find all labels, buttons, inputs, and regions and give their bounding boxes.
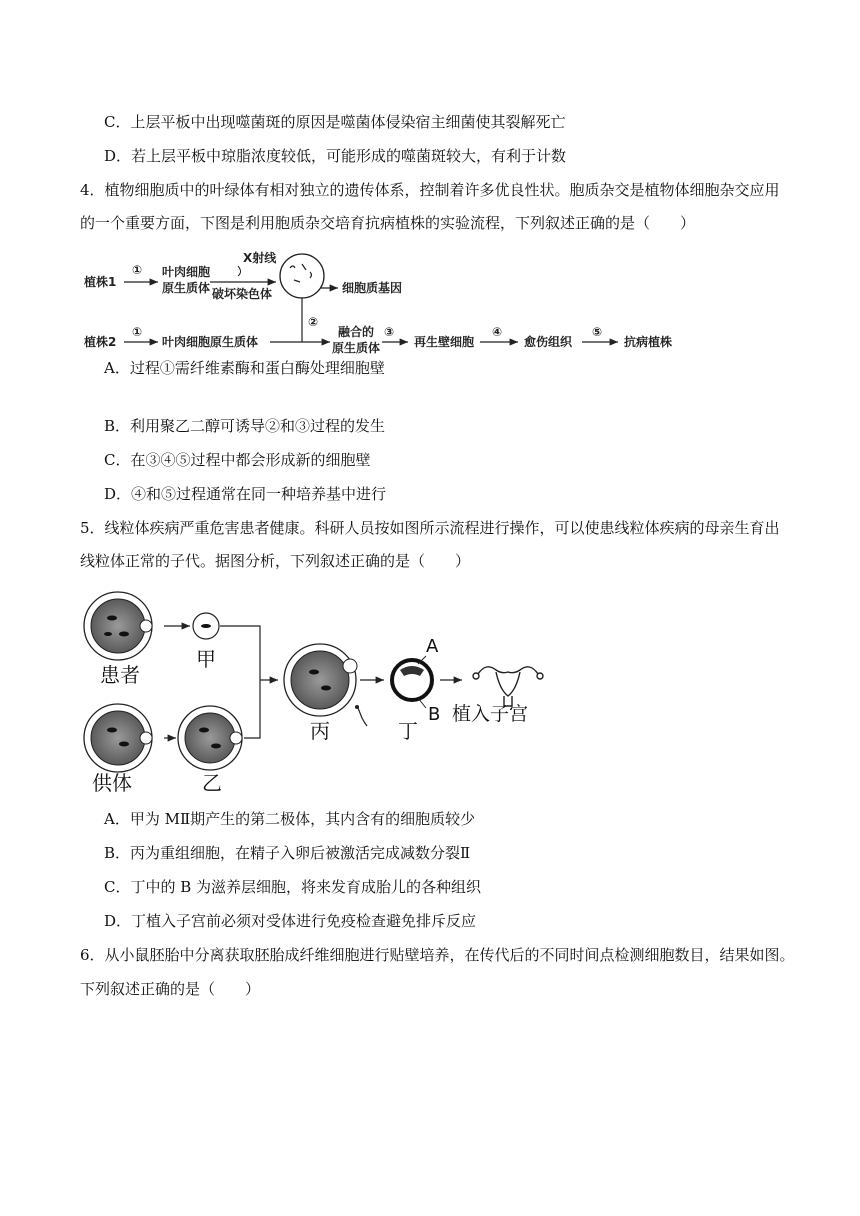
q5-stem-line2: 线粒体正常的子代。据图分析，下列叙述正确的是（ ） [80,552,471,570]
q4-stem-line1: 4．植物细胞质中的叶绿体有相对独立的遗传体系，控制着许多优良性状。胞质杂交是植物体细胞杂交应用 [80,181,780,199]
jia-label: 甲 [196,647,216,671]
step5: ⑤ [592,325,603,339]
q3-option-d: D．若上层平板中琼脂浓度较低，可能形成的噬菌斑较大，有利于计数 [104,147,567,165]
q5-option-d: D．丁植入子宫前必须对受体进行免疫检查避免排斥反应 [104,912,477,930]
uterus-icon [473,667,543,706]
callus-label: 愈伤组织 [524,335,573,349]
q6-stem-line1: 6．从小鼠胚胎中分离获取胚胎成纤维细胞进行贴壁培养，在传代后的不同时间点检测细胞数目，结果如图。 [80,946,795,964]
step1-bottom: ① [132,325,143,339]
q5-option-c: C．丁中的 B 为滋养层细胞，将来发育成胎儿的各种组织 [104,878,482,896]
step4: ④ [492,325,503,339]
ding-blastocyst [392,660,432,700]
q6-stem-line2: 下列叙述正确的是（ ） [80,980,261,998]
label-b: B [428,704,441,725]
cell-circle [280,254,324,298]
plant2-label: 植株2 [84,335,117,349]
q5-option-b: B．丙为重组细胞，在精子入卵后被激活完成减数分裂Ⅱ [104,844,471,862]
resistant-label: 抗病植株 [624,335,673,349]
plant1-label: 植株1 [84,275,117,289]
protoplast-top-a: 叶肉细胞 [162,265,211,279]
step2: ② [308,315,319,329]
step1-top: ① [132,263,143,277]
jia-cell [193,613,219,639]
patient-egg-cell [84,592,152,660]
fused-label-a: 融合的 [338,325,375,339]
q4-stem-line2: 的一个重要方面，下图是利用胞质杂交培育抗病植株的实验流程，下列叙述正确的是（ ） [80,214,696,232]
cyto-gene-label: 细胞质基因 [342,281,403,295]
q4-option-b: B．利用聚乙二醇可诱导②和③过程的发生 [104,417,386,435]
q4-flow-diagram [80,246,690,358]
protoplast-top-b: 原生质体 [162,281,211,295]
xray-label: X射线 [243,251,277,265]
step3: ③ [384,325,395,339]
sperm-icon [358,708,367,726]
q5-option-a: A．甲为 MⅡ期产生的第二极体，其内含有的细胞质较少 [104,810,476,828]
q5-stem-line1: 5．线粒体疾病严重危害患者健康。科研人员按如图所示流程进行操作，可以使患线粒体疾病的母亲生育出 [80,519,780,537]
label-a: A [426,636,439,657]
q3-option-c: C．上层平板中出现噬菌斑的原因是噬菌体侵染宿主细菌使其裂解死亡 [104,113,566,131]
regen-label: 再生壁细胞 [414,335,475,349]
destroy-label: 破坏染色体 [212,287,273,301]
donor-label: 供体 [92,771,132,795]
fused-label-b: 原生质体 [332,341,381,355]
protoplast-bottom: 叶肉细胞原生质体 [162,335,259,349]
donor-egg-cell [84,704,152,772]
bing-cell [284,644,357,716]
yi-label: 乙 [202,771,222,795]
bing-label: 丙 [310,719,330,743]
yi-cell [178,706,242,770]
patient-label: 患者 [100,663,140,687]
q5-flow-diagram [78,590,558,795]
q4-option-c: C．在③④⑤过程中都会形成新的细胞壁 [104,451,371,469]
q4-option-d: D．④和⑤过程通常在同一种培养基中进行 [104,485,387,503]
implant-label: 植入子宫 [452,703,529,725]
ding-label: 丁 [398,719,418,743]
q4-option-a: A．过程①需纤维素酶和蛋白酶处理细胞壁 [104,359,385,377]
